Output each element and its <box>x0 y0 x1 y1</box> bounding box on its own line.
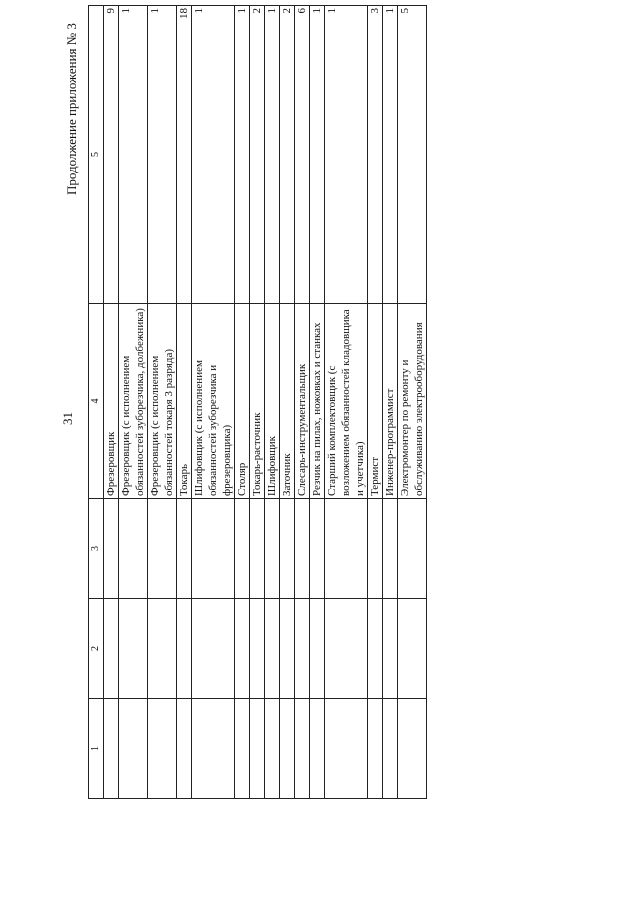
quantity-cell: 2 <box>280 6 295 304</box>
cell-col2 <box>192 599 235 699</box>
cell-col2 <box>235 599 250 699</box>
cell-col2 <box>368 599 383 699</box>
table-row <box>104 6 119 799</box>
quantity-cell: 1 <box>148 6 177 304</box>
cell-col2 <box>265 599 280 699</box>
quantity-cell: 2 <box>250 6 265 304</box>
quantity-cell: 9 <box>104 6 119 304</box>
cell-col1 <box>383 699 398 799</box>
quantity-cell: 6 <box>295 6 310 304</box>
continuation-caption: Продолжение приложения № 3 <box>64 23 79 195</box>
profession-cell: Инженер-программист <box>383 304 398 499</box>
profession-cell: Шлифовщик <box>265 304 280 499</box>
profession-cell: Токарь-расточник <box>250 304 265 499</box>
cell-col1 <box>235 699 250 799</box>
quantity-cell: 1 <box>265 6 280 304</box>
cell-col2 <box>104 599 119 699</box>
quantity-cell: 1 <box>310 6 325 304</box>
quantity-cell: 1 <box>325 6 368 304</box>
table-row <box>148 6 177 799</box>
cell-col2 <box>250 599 265 699</box>
profession-cell: Фрезеровщик (с исполнением обязанностей зуборезчика, долбежника) <box>119 304 148 499</box>
cell-col1 <box>148 699 177 799</box>
quantity-cell: 3 <box>368 6 383 304</box>
col-header-5: 5 <box>89 6 104 304</box>
cell-col3 <box>398 499 427 599</box>
cell-col3 <box>104 499 119 599</box>
cell-col2 <box>398 599 427 699</box>
profession-cell: Слесарь-инструментальщик <box>295 304 310 499</box>
cell-col1 <box>104 699 119 799</box>
quantity-cell: 18 <box>177 6 192 304</box>
table-row <box>119 6 148 799</box>
profession-cell: Фрезеровщик <box>104 304 119 499</box>
table-row <box>280 6 295 799</box>
cell-col3 <box>177 499 192 599</box>
cell-col3 <box>265 499 280 599</box>
table-row <box>383 6 398 799</box>
cell-col3 <box>192 499 235 599</box>
table-row <box>177 6 192 799</box>
profession-cell: Столяр <box>235 304 250 499</box>
profession-cell: Токарь <box>177 304 192 499</box>
quantity-cell: 1 <box>192 6 235 304</box>
staff-table <box>88 5 427 799</box>
cell-col2 <box>325 599 368 699</box>
profession-cell: Заточник <box>280 304 295 499</box>
cell-col3 <box>250 499 265 599</box>
profession-cell: Фрезеровщик (с исполнением обязанностей токаря 3 разряда) <box>148 304 177 499</box>
cell-col2 <box>148 599 177 699</box>
cell-col1 <box>177 699 192 799</box>
cell-col2 <box>295 599 310 699</box>
page-number: 31 <box>60 412 75 425</box>
cell-col1 <box>368 699 383 799</box>
profession-cell: Шлифовщик (с исполнением обязанностей зуборезчика и фрезеровщика) <box>192 304 235 499</box>
cell-col2 <box>119 599 148 699</box>
cell-col1 <box>325 699 368 799</box>
cell-col1 <box>250 699 265 799</box>
cell-col2 <box>310 599 325 699</box>
cell-col1 <box>310 699 325 799</box>
table-row <box>398 6 427 799</box>
profession-cell: Электромонтер по ремонту и обслуживанию электрооборудования <box>398 304 427 499</box>
cell-col3 <box>310 499 325 599</box>
header-row <box>89 6 104 799</box>
table-row <box>192 6 235 799</box>
col-header-2: 2 <box>89 599 104 699</box>
table-row <box>295 6 310 799</box>
cell-col1 <box>280 699 295 799</box>
cell-col1 <box>119 699 148 799</box>
profession-cell: Резчик на пилах, ножовках и станках <box>310 304 325 499</box>
table-row <box>325 6 368 799</box>
profession-cell: Старший комплектовщик (с возложением обязанностей кладовщика и учетчика) <box>325 304 368 499</box>
cell-col3 <box>295 499 310 599</box>
table-row <box>250 6 265 799</box>
cell-col2 <box>383 599 398 699</box>
cell-col3 <box>235 499 250 599</box>
cell-col3 <box>383 499 398 599</box>
table-row <box>310 6 325 799</box>
cell-col3 <box>148 499 177 599</box>
quantity-cell: 1 <box>235 6 250 304</box>
table-row <box>265 6 280 799</box>
cell-col1 <box>295 699 310 799</box>
cell-col1 <box>398 699 427 799</box>
profession-cell: Термист <box>368 304 383 499</box>
cell-col2 <box>177 599 192 699</box>
cell-col1 <box>265 699 280 799</box>
quantity-cell: 1 <box>383 6 398 304</box>
cell-col1 <box>192 699 235 799</box>
col-header-1: 1 <box>89 699 104 799</box>
quantity-cell: 1 <box>119 6 148 304</box>
col-header-4: 4 <box>89 304 104 499</box>
cell-col3 <box>368 499 383 599</box>
col-header-3: 3 <box>89 499 104 599</box>
cell-col3 <box>119 499 148 599</box>
cell-col2 <box>280 599 295 699</box>
quantity-cell: 5 <box>398 6 427 304</box>
table-row <box>368 6 383 799</box>
cell-col3 <box>325 499 368 599</box>
table-row <box>235 6 250 799</box>
cell-col3 <box>280 499 295 599</box>
